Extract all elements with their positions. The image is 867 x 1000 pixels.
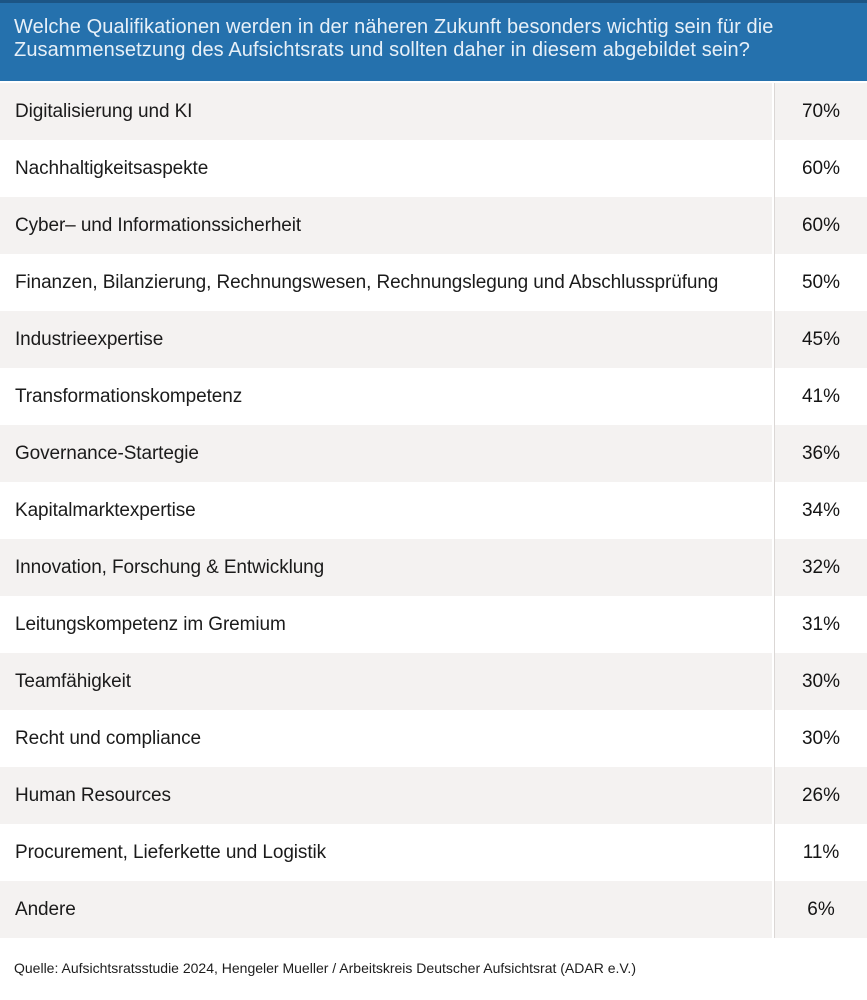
table-row [0,482,867,539]
table-row [0,596,867,653]
row-label: Kapitalmarktexpertise [0,482,774,539]
row-value: 50% [774,254,867,311]
row-value: 11% [774,824,867,881]
table-row [0,653,867,710]
row-label: Cyber– und Informationssicherheit [0,197,774,254]
row-label: Human Resources [0,767,774,824]
row-label: Governance-Startegie [0,425,774,482]
table-row [0,425,867,482]
row-value: 32% [774,539,867,596]
row-label: Transformationskompetenz [0,368,774,425]
row-label: Andere [0,881,774,938]
row-value: 30% [774,710,867,767]
table-row [0,710,867,767]
table-row [0,197,867,254]
row-label: Teamfähigkeit [0,653,774,710]
row-label: Nachhaltigkeitsaspekte [0,140,774,197]
page-title: Welche Qualifikationen werden in der näheren Zukunft besonders wichtig sein für die Zusammensetzung des Aufsichtsrats und sollten daher in diesem abgebildet sein? [14,16,774,61]
table-row [0,140,867,197]
results-table [0,83,867,938]
row-value: 41% [774,368,867,425]
row-label: Digitalisierung und KI [0,83,774,140]
row-label: Industrieexpertise [0,311,774,368]
row-value: 26% [774,767,867,824]
row-label: Procurement, Lieferkette und Logistik [0,824,774,881]
row-value: 6% [774,881,867,938]
table-row [0,311,867,368]
table-row [0,83,867,140]
row-value: 34% [774,482,867,539]
row-label: Finanzen, Bilanzierung, Rechnungswesen, Rechnungslegung und Abschlussprüfung [0,254,774,311]
table-row [0,254,867,311]
question-header [0,0,867,81]
source-note: Quelle: Aufsichtsratsstudie 2024, Hengeler Mueller / Arbeitskreis Deutscher Aufsichtsrat (ADAR e.V.) [14,960,636,976]
row-value: 36% [774,425,867,482]
row-value: 60% [774,197,867,254]
row-value: 30% [774,653,867,710]
row-value: 70% [774,83,867,140]
table-row [0,767,867,824]
table-row [0,368,867,425]
table-row [0,824,867,881]
row-value: 60% [774,140,867,197]
row-label: Innovation, Forschung & Entwicklung [0,539,774,596]
table-row [0,539,867,596]
row-label: Recht und compliance [0,710,774,767]
row-value: 45% [774,311,867,368]
row-value: 31% [774,596,867,653]
table-row [0,881,867,938]
row-label: Leitungskompetenz im Gremium [0,596,774,653]
